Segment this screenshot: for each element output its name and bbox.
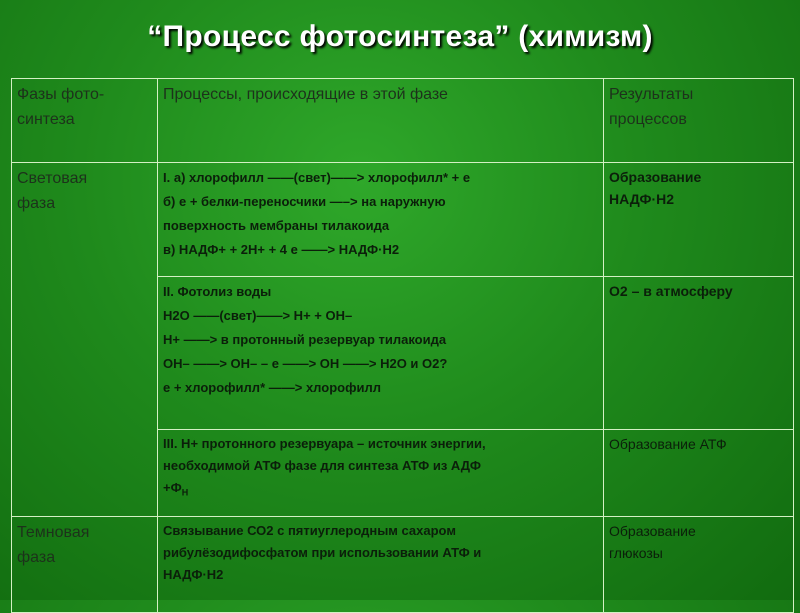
light-step3-result: Образование АТФ (604, 430, 794, 517)
header-results: Результаты процессов (604, 79, 794, 163)
table-row (12, 517, 794, 613)
table-header-row (12, 79, 794, 163)
light-step1-result: Образование НАДФ·Н2 (604, 163, 794, 277)
dark-phase-processes: Связывание СО2 с пятиуглеродным сахаром рибулёзодифосфатом при использовании АТФ и НАДФ·Н2 (158, 517, 604, 613)
header-phases: Фазы фото- синтеза (12, 79, 158, 163)
photosynthesis-table (11, 78, 794, 613)
light-step3-processes: III. Н+ протонного резервуара – источник энергии, необходимой АТФ фазе для синтеза АТФ из АДФ $+Ф_Н$ (158, 430, 604, 517)
light-step2-result: О2 – в атмосферу (604, 277, 794, 430)
slide-title: “Процесс фотосинтеза” (химизм) (147, 20, 653, 53)
dark-phase-label: Темновая фаза (12, 517, 158, 613)
light-step1-processes: I. а) хлорофилл ——(свет)——> хлорофилл* + е б) е + белки-переносчики —–> на наружную поверхность мембраны тилакоида в) НАДФ+ + 2Н+ + 4 е ——> НАДФ·Н2 (158, 163, 604, 277)
light-step2-processes: II. Фотолиз воды Н2О ——(свет)——> Н+ + ОН– Н+ ——> в протонный резервуар тилакоида ОН– ——> ОН– – е ——> ОН ——> Н2О и О2? е + хлорофилл* ——> хлорофилл (158, 277, 604, 430)
header-processes: Процессы, происходящие в этой фазе (158, 79, 604, 163)
dark-phase-result: Образование глюкозы (604, 517, 794, 613)
light-phase-label: Световая фаза (12, 163, 158, 517)
table-row (12, 163, 794, 277)
